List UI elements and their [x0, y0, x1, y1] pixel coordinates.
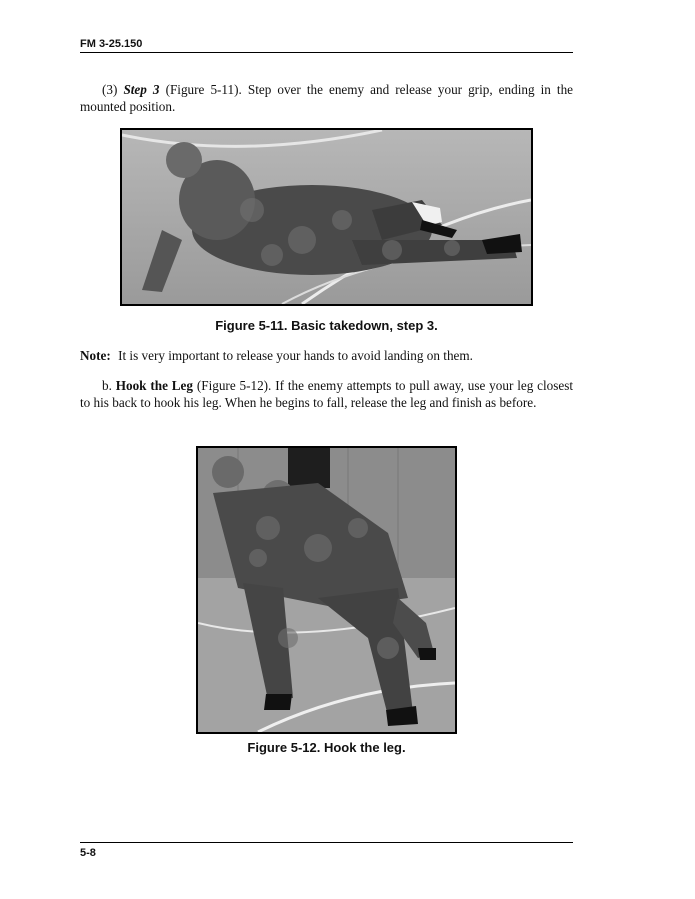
step3-figure-ref: (Figure 5-11).: [165, 82, 242, 97]
figure-5-12-caption: Figure 5-12. Hook the leg.: [247, 740, 406, 755]
figure-5-11-photo: [120, 128, 533, 306]
figure-5-11-caption: Figure 5-11. Basic takedown, step 3.: [215, 318, 438, 333]
figure-5-12-photo: [196, 446, 457, 734]
hook-leg-illustration: [198, 448, 455, 732]
step3-title: Step 3: [123, 82, 160, 97]
hook-figure-ref: (Figure 5-12).: [196, 378, 272, 393]
page-number: 5-8: [80, 847, 96, 859]
takedown-illustration: [122, 130, 531, 304]
running-header: FM 3-25.150: [80, 38, 143, 50]
note-text: It is very important to release your hands to avoid landing on them.: [118, 348, 473, 363]
step3-number: (3): [102, 82, 118, 97]
note-paragraph: [80, 348, 573, 365]
step3-paragraph: [80, 82, 573, 115]
header-rule: [80, 52, 573, 53]
hook-letter: b.: [102, 378, 112, 393]
hook-paragraph: [80, 378, 573, 411]
hook-text: If the enemy attempts to pull away, use your leg closest to his back to hook his leg. When he begins to fall, release the leg and finish as before.: [80, 378, 574, 410]
hook-title: Hook the Leg: [115, 378, 193, 393]
note-label: Note:: [80, 348, 111, 363]
footer-rule: [80, 842, 573, 843]
step3-text: Step over the enemy and release your grip, ending in the mounted position.: [80, 82, 574, 114]
